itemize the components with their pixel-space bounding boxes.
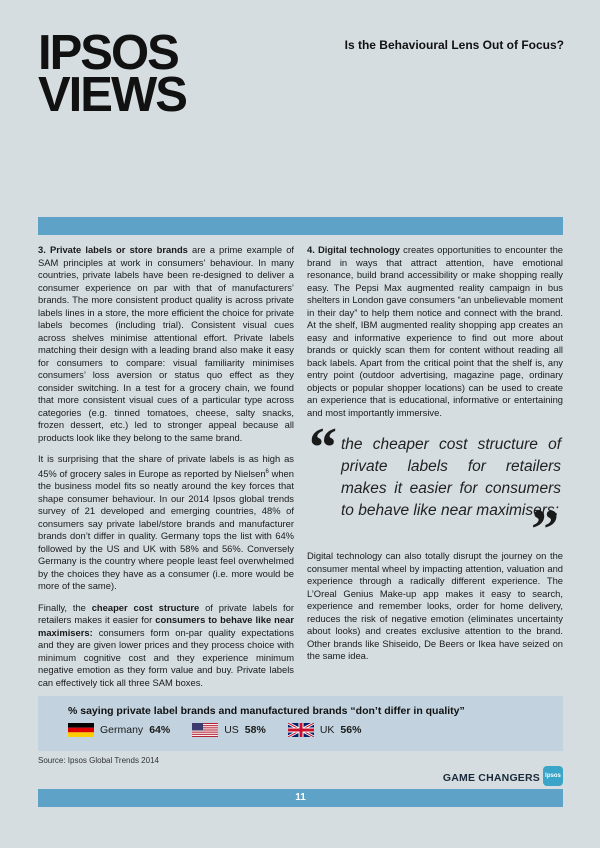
page-number: 11 — [295, 792, 306, 803]
paragraph-text: when the business model fits so neatly around the key forces that shape consumer behaviour. In our 2014 Ipsos global trends survey of 21 developed and emerging countries, 48% of consumers say private label/store brands and manufacturer brands don’t differ in quality. Germany tops the list with 64% followed by the US and UK with 58% and 56%. Conversely Germany is the country where people least feel overwhelmed by the choices they have as a consumer (i.e. more would be more of the same). — [38, 467, 294, 592]
paragraph-share — [38, 453, 294, 593]
bold-phrase: consumers to behave like near maximisers: — [38, 614, 294, 638]
country-value: 64% — [149, 724, 171, 736]
logo-line-2: VIEWS — [38, 68, 186, 122]
paragraph-text: It is surprising that the share of private labels is as high as 45% of grocery sales in Europe as reported by Nielsen — [38, 453, 294, 479]
top-accent-bar — [38, 217, 563, 235]
pull-quote-text: the cheaper cost structure of private labels for retailers makes it easier for consumers to behave like near maximisers: — [341, 436, 561, 519]
paragraph-text: Finally, the — [38, 601, 92, 613]
stat-germany — [68, 723, 170, 737]
country-value: 58% — [244, 724, 266, 736]
country-stats — [68, 723, 361, 737]
bold-phrase: cheaper cost structure — [91, 601, 200, 613]
germany-flag-icon — [68, 723, 94, 737]
paragraph-text: are a prime example of SAM principles at work in consumers’ behaviour. In many countries, private labels have been re-designed to deliver a consumer experience on par with that of manufacturers’ brands. The more consistent product quality is across private labels lines in a store, the more efficient the choice for private labels becomes (including trial). Consistent visual cues across shelves minimise attentional effort. Private labels matching their design with a leading brand also make it easy for consumers to compare: visual familiarity minimises consumers’ loss aversion or status quo effect as they consider switching. In a test for a grocery chain, we found that more consistent visual cues of a particular type across categories (e.g. tinned tomatoes, cheese, salty snacks, frozen dessert, etc.) led to stronger appeal because all products look like they belong to the same brand. — [38, 244, 295, 443]
section-heading-private-labels: 3. Private labels or store brands — [38, 244, 188, 255]
paragraph-text: creates opportunities to encounter the brand in ways that attract attention, have emotional resonance, build brand accessibility or make shopping really easy. The Pepsi Max augmented reality campaign in bus shelters in London gave consumers “an unbelievable moment in their day” to help them notice and connect with the brand. At the shelf, IBM augmented reality shopping app creates an easy and informative experience to find out more about brands or quickly scan them for content without reading all back labels. Apart from the critical point that the shelf is, any entry point (outdoor advertising, magazine page, ordinary objects or popular shopper locations) can be used to create an experience that is educational, informative or entertaining and most importantly immersive. — [307, 244, 563, 418]
country-name: UK — [319, 724, 335, 736]
page-number-bar — [38, 789, 563, 807]
country-name: Germany — [100, 724, 144, 736]
country-name: US — [224, 724, 239, 736]
stat-box-title: % saying private label brands and manufactured brands “don’t differ in quality” — [68, 705, 465, 717]
paragraph-private-labels — [38, 244, 294, 444]
logo-line-1: IPSOS — [38, 26, 178, 80]
right-column — [307, 244, 563, 672]
us-flag-icon — [192, 723, 218, 737]
open-quote-icon: “ — [309, 417, 337, 479]
ipsos-views-logo — [38, 26, 186, 122]
close-quote-icon: ” — [531, 499, 559, 561]
pull-quote — [307, 417, 563, 561]
paragraph-text: of private labels for retailers makes it easier for — [38, 601, 294, 626]
uk-flag-icon — [288, 723, 314, 737]
ipsos-logo-icon: Ipsos — [543, 766, 563, 786]
game-changers-tagline: GAME CHANGERS — [442, 772, 540, 784]
stat-uk — [288, 723, 362, 737]
paragraph-digital-disrupt: Digital technology can also totally disrupt the journey on the consumer mental wheel by impacting attention, valuation and experience through a radically different experience. The L’Oreal Genius Make-up app makes it easy to search, experience and remember looks, order for home delivery, reduces the risk of negative emotion (eliminates uncertainty about looks) and creates exclusive attention to the brand. Other brands like Shiseido, De Beers or Ikea have seized on the same idea. — [307, 550, 563, 661]
stat-box — [38, 696, 563, 751]
paragraph-digital-technology — [307, 244, 563, 419]
paragraph-finally — [38, 602, 294, 690]
footnote-ref: 6 — [265, 468, 269, 475]
stat-us — [192, 723, 266, 737]
source-note: Source: Ipsos Global Trends 2014 — [38, 756, 159, 765]
left-column — [38, 244, 294, 698]
country-value: 56% — [340, 724, 362, 736]
section-heading-digital-technology: 4. Digital technology — [307, 244, 400, 255]
paragraph-text: consumers form on-par quality expectations and they are given lower prices and they process choice with minimum cognitive cost and they experience minimum negative emotion as they form value and buy. Private labels can effectively tick all three SAM boxes. — [38, 626, 294, 688]
page-title: Is the Behavioural Lens Out of Focus? — [344, 38, 564, 52]
